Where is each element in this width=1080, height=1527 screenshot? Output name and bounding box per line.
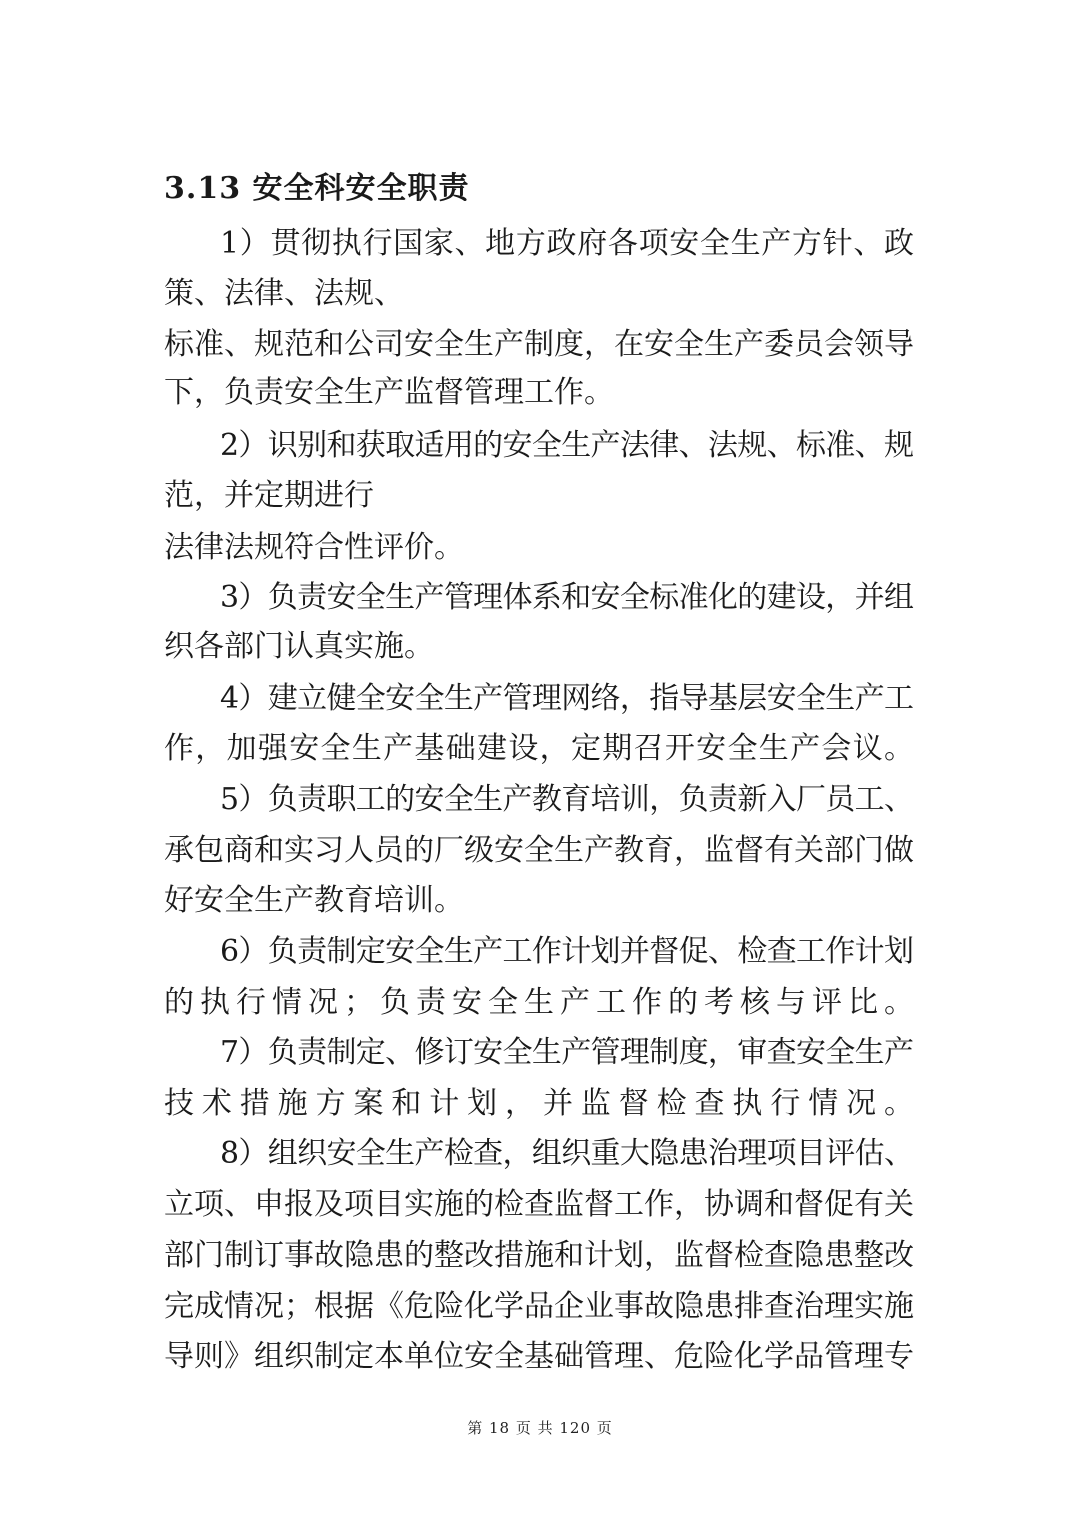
text-line: 承包商和实习人员的厂级安全生产教育，监督有关部门做	[164, 833, 914, 868]
text-line: 5）负责职工的安全生产教育培训，负责新入厂员工、	[220, 782, 914, 817]
text-line: 标准、规范和公司安全生产制度，在安全生产委员会领导	[164, 327, 914, 362]
text-line: 法律法规符合性评价。	[164, 530, 464, 565]
text-line: 下，负责安全生产监督管理工作。	[164, 375, 614, 410]
text-line: 8）组织安全生产检查，组织重大隐患治理项目评估、	[220, 1136, 914, 1171]
text-line: 2）识别和获取适用的安全生产法律、法规、标准、规	[220, 428, 914, 463]
page-number-footer: 第 18 页 共 120 页	[467, 1419, 613, 1437]
text-line: 导则》组织制定本单位安全基础管理、危险化学品管理专	[164, 1339, 914, 1374]
text-line: 立项、申报及项目实施的检查监督工作，协调和督促有关	[164, 1187, 914, 1222]
text-line: 6）负责制定安全生产工作计划并督促、检查工作计划	[220, 934, 914, 969]
text-line: 部门制订事故隐患的整改措施和计划，监督检查隐患整改	[164, 1238, 914, 1273]
text-line: 范，并定期进行	[164, 478, 374, 513]
section-heading: 3.13 安全科安全职责	[164, 171, 470, 206]
text-line: 作，加强安全生产基础建设，定期召开安全生产会议。	[164, 731, 916, 766]
text-line: 3）负责安全生产管理体系和安全标准化的建设，并组	[220, 580, 914, 615]
text-line: 织各部门认真实施。	[164, 629, 434, 664]
text-line: 技术措施方案和计划，并监督检查执行情况。	[164, 1086, 922, 1121]
text-line: 好安全生产教育培训。	[164, 883, 464, 918]
text-line: 4）建立健全安全生产管理网络，指导基层安全生产工	[220, 681, 914, 716]
text-line: 的执行情况；负责安全生产工作的考核与评比。	[164, 985, 920, 1020]
text-line: 7）负责制定、修订安全生产管理制度，审查安全生产	[220, 1035, 914, 1070]
text-line: 策、法律、法规、	[164, 276, 404, 311]
text-line: 完成情况；根据《危险化学品企业事故隐患排查治理实施	[164, 1289, 914, 1324]
text-line: 1）贯彻执行国家、地方政府各项安全生产方针、政	[220, 226, 915, 261]
